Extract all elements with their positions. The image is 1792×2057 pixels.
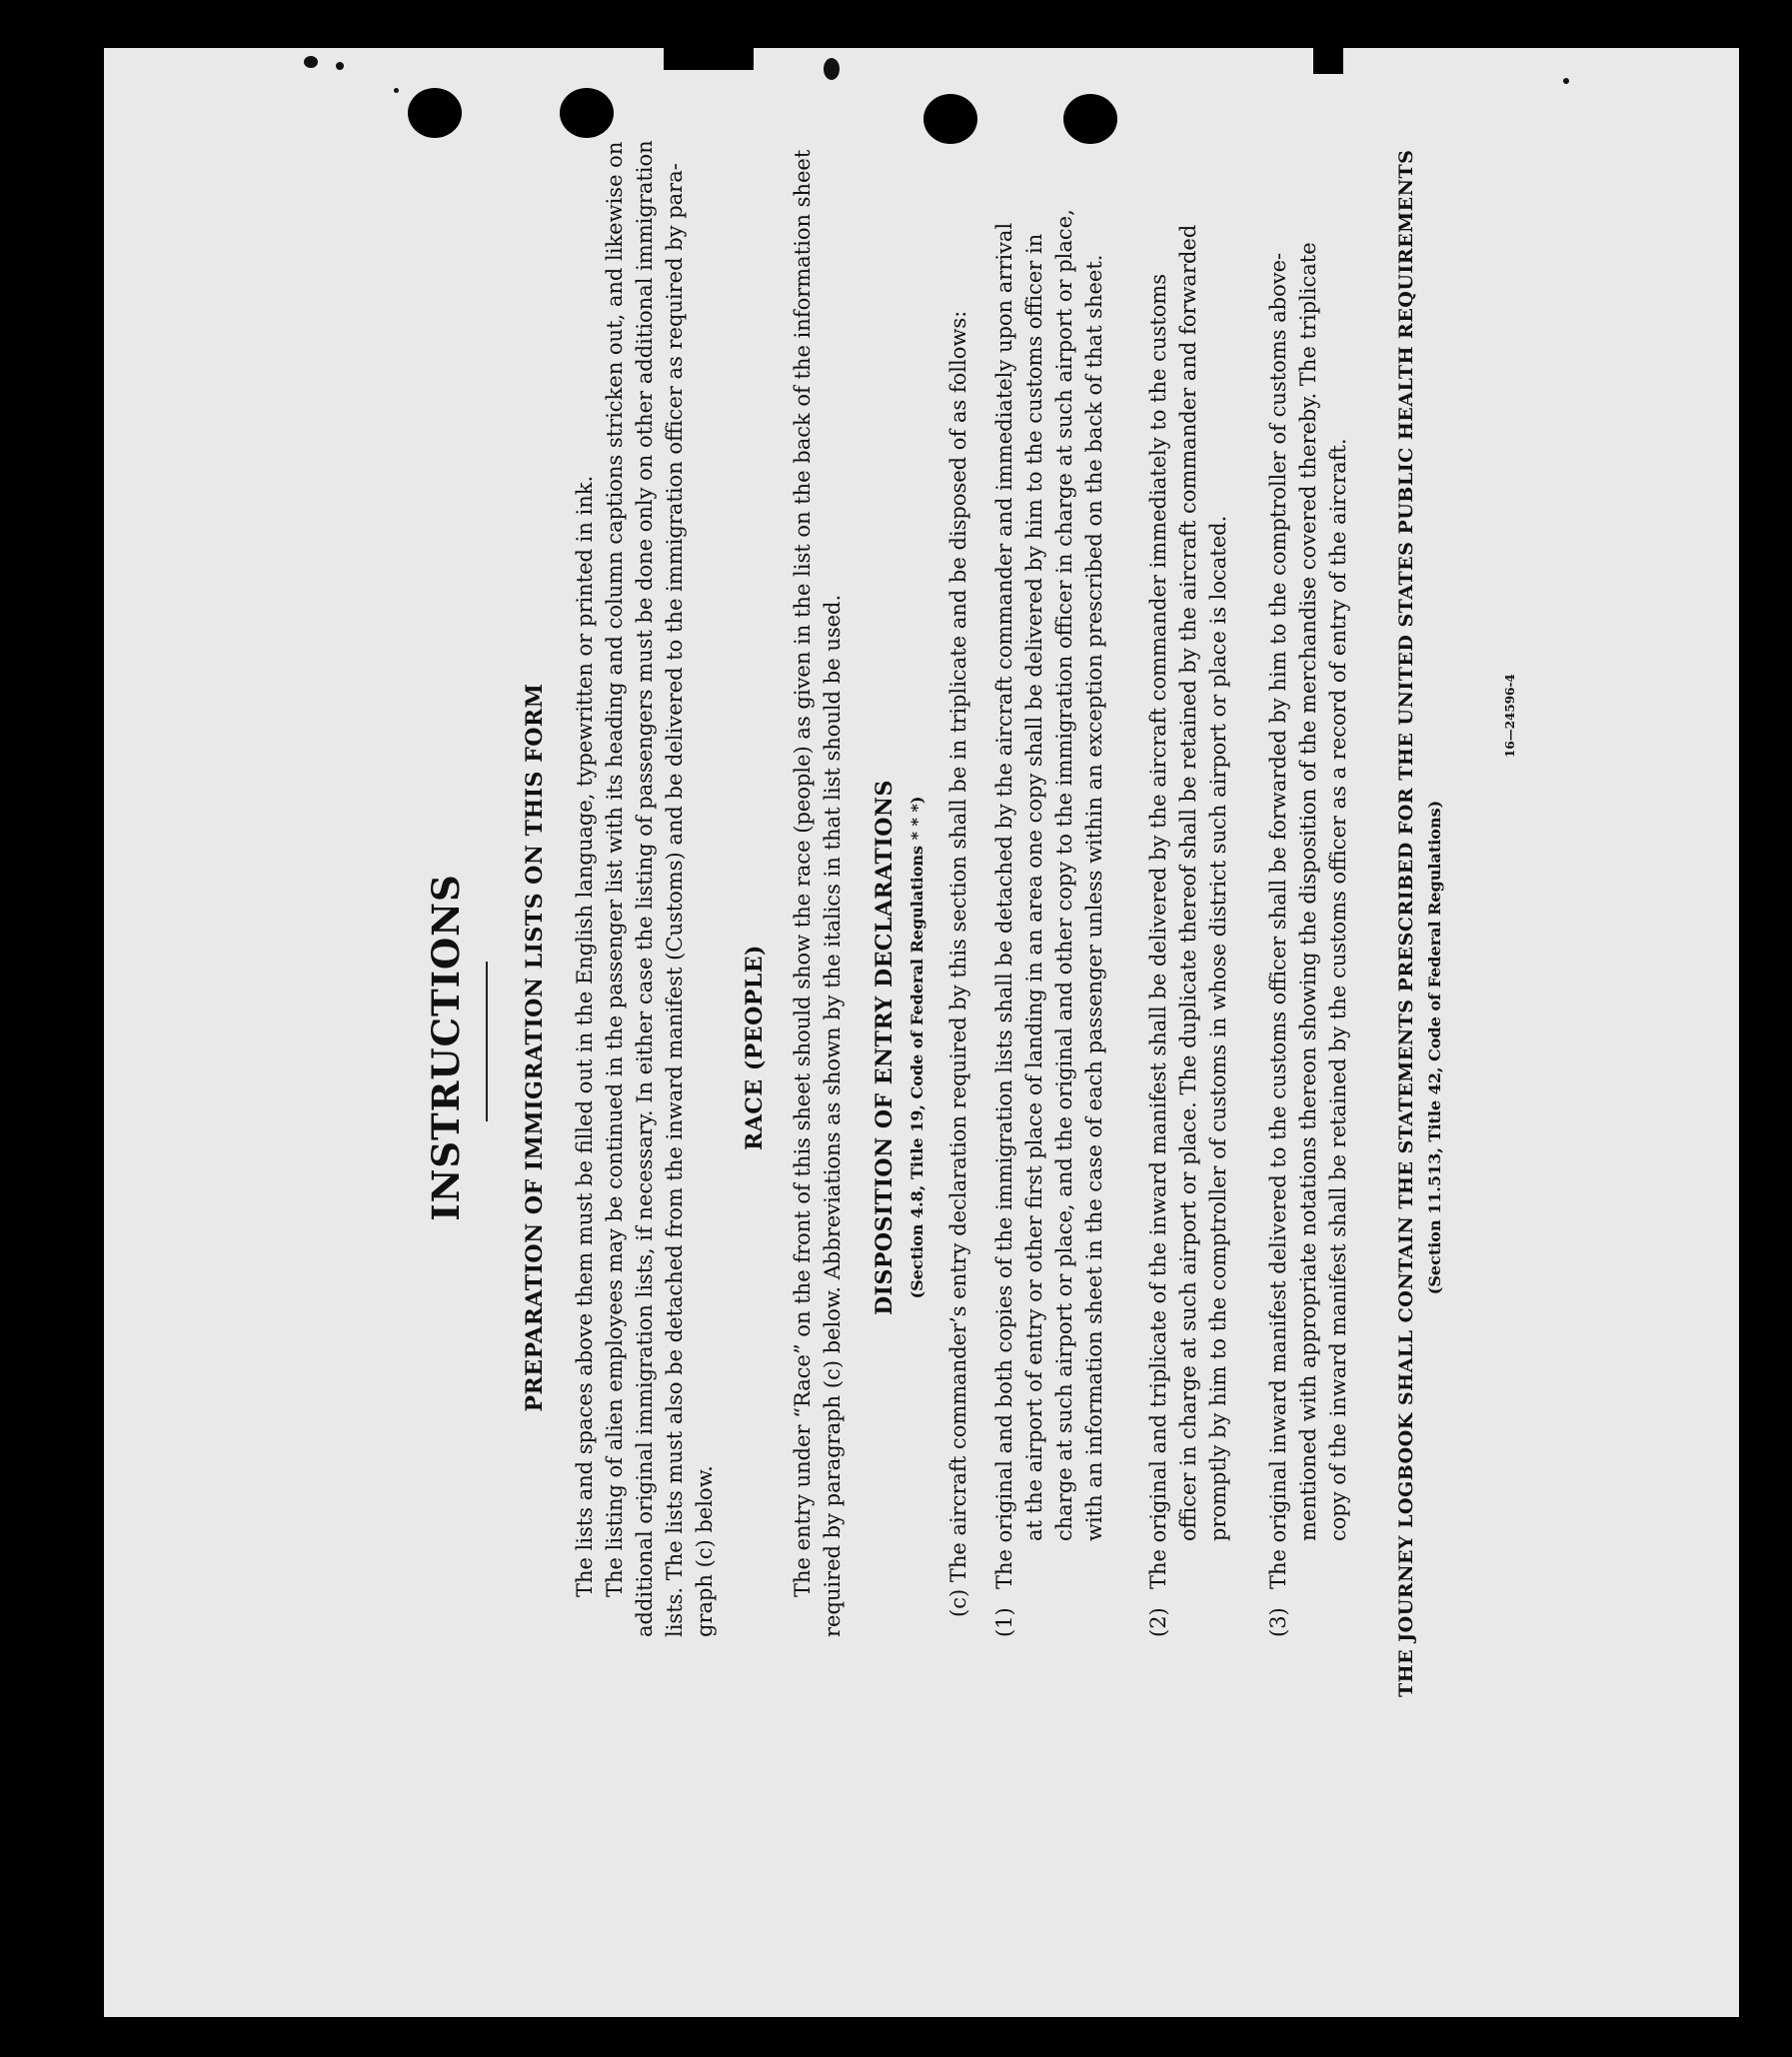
form-number: 16—24596-4 <box>1503 674 1517 758</box>
text-line: lists. The lists must also be detached from the inward manifest (Customs) and be delivered to the immigration officer as required by para- <box>663 163 687 1637</box>
text-line: (c) The aircraft commander’s entry declaration required by this section shall be in triplicate and be disposed of as follows: <box>946 310 970 1617</box>
punch-hole <box>1063 94 1117 144</box>
para-preparation-1 <box>570 348 600 1637</box>
ink-speck <box>1563 78 1569 84</box>
title-rule <box>486 962 488 1121</box>
ink-speck <box>394 88 399 93</box>
logbook-citation: (Section 11.513, Title 42, Code of Federal Regulations) <box>1425 800 1444 1295</box>
ink-speck <box>336 62 344 70</box>
text-line: charge at such airport or place, and the original and other copy to the immigration officer in charge at such airport or place, <box>1052 209 1076 1541</box>
text-line: The original inward manifest delivered to the customs officer shall be forwarded by him to the comptroller of customs above- <box>1266 252 1290 1589</box>
heading-race: RACE (PEOPLE) <box>742 945 768 1150</box>
item-number: (3) <box>1266 1607 1290 1637</box>
torn-edge <box>664 48 754 70</box>
text-line: mentioned with appropriate notations thereon showing the disposition of the merchandise covered thereby. The triplicate <box>1296 242 1320 1541</box>
punch-hole <box>923 94 977 144</box>
heading-disposition: DISPOSITION OF ENTRY DECLARATIONS <box>872 780 897 1315</box>
text-line: officer in charge at such airport or place. The duplicate thereof shall be retained by the aircraft commander and forwarded <box>1176 224 1200 1541</box>
text-line: with an information sheet in the case of each passenger unless within an exception prescribed on the back of that sheet. <box>1082 254 1106 1541</box>
logbook-statement: THE JOURNEY LOGBOOK SHALL CONTAIN THE STATEMENTS PRESCRIBED FOR THE UNITED STATES PUBLIC HEALTH REQUIREMENTS <box>1395 149 1417 1697</box>
rotated-content <box>424 140 1563 1857</box>
text-line: The original and both copies of the immigration lists shall be detached by the aircraft commander and immediately upon arrival <box>992 222 1016 1589</box>
punch-hole <box>408 88 462 138</box>
ink-speck <box>304 56 318 68</box>
text-line: The original and triplicate of the inward manifest shall be delivered by the aircraft commander immediately to the customs <box>1146 274 1170 1589</box>
text-line: The entry under “Race” on the front of this sheet should show the race (people) as given in the list on the back of the information sheet <box>791 149 815 1597</box>
item-number: (1) <box>992 1607 1016 1637</box>
text-line: graph (c) below. <box>693 1465 717 1637</box>
punch-hole <box>560 88 614 138</box>
citation-disposition: (Section 4.8, Title 19, Code of Federal Regulations * * *) <box>907 796 926 1299</box>
text-line: required by paragraph (c) below. Abbreviations as shown by the italics in that list should be used. <box>821 594 845 1637</box>
text-line: additional original immigration lists, if necessary. In either case the listing of passengers must be done only on other additional immigration <box>633 140 657 1637</box>
para-disposition-intro <box>943 310 973 1637</box>
page-title: INSTRUCTIONS <box>424 874 468 1221</box>
text-line: copy of the inward manifest shall be retained by the customs officer as a record of entry of the aircraft. <box>1326 438 1350 1541</box>
item-number: (2) <box>1146 1607 1170 1637</box>
text-line: The lists and spaces above them must be filled out in the English language, typewritten or printed in ink. <box>573 475 597 1597</box>
ink-speck <box>824 58 840 80</box>
torn-edge <box>1313 48 1343 74</box>
para-preparation-2 <box>600 140 720 1637</box>
text-line: promptly by him to the comptroller of customs in whose district such airport or place is located. <box>1206 515 1230 1541</box>
scanned-page <box>104 48 1739 2017</box>
heading-preparation: PREPARATION OF IMMIGRATION LISTS ON THIS FORM <box>522 683 548 1412</box>
text-line: The listing of alien employees may be continued in the passenger list with its heading and column captions stricken out, and likewise on <box>603 141 627 1597</box>
para-race <box>788 149 848 1637</box>
text-line: at the airport of entry or other first place of landing in an area one copy shall be delivered by him to the customs officer in <box>1022 233 1046 1541</box>
